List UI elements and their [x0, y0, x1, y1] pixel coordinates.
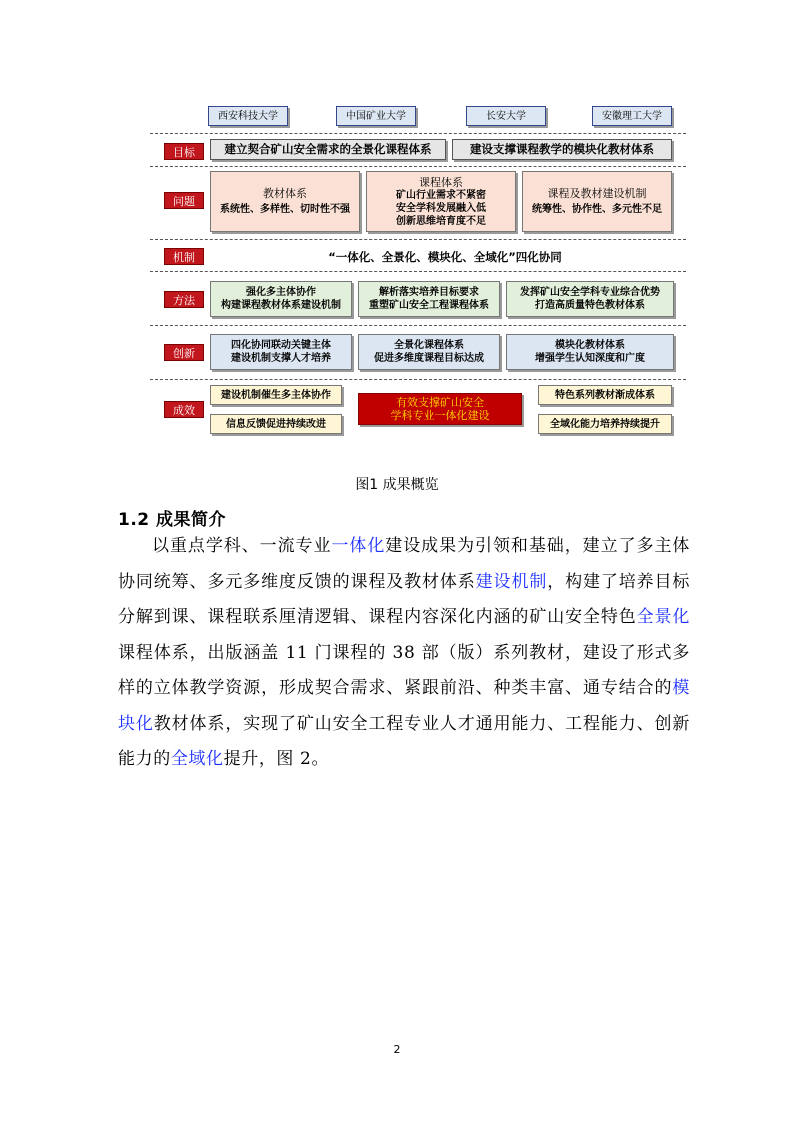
innovation-box: 全景化课程体系 促进多维度课程目标达成: [358, 334, 500, 370]
problem-title: 课程体系: [419, 175, 463, 189]
university-box: 长安大学: [466, 106, 546, 126]
row-tag-innovation: 创新: [164, 344, 204, 361]
mechanism-text: “一体化、全景化、模块化、全域化”四化协同: [328, 250, 562, 264]
university-box: 安徽理工大学: [592, 106, 672, 126]
problem-box: [210, 171, 360, 232]
row-tag-mechanism: 机制: [164, 248, 204, 265]
method-box: 解析落实培养目标要求 重塑矿山安全工程课程体系: [358, 281, 500, 317]
keyword-highlight: 一体化: [331, 536, 386, 556]
problem-title: 教材体系: [263, 187, 307, 200]
problem-box: [522, 171, 672, 232]
keyword-highlight: 模块化: [118, 678, 690, 734]
method-box: 强化多主体协作 构建课程教材体系建设机制: [210, 281, 352, 317]
keyword-highlight: 建设机制: [475, 571, 548, 592]
intro-paragraph: [118, 529, 690, 778]
row-tag-method: 方法: [164, 291, 204, 308]
goal-box: 建设支撑课程教学的模块化教材体系: [452, 139, 672, 160]
row-tag-problem: 问题: [164, 192, 204, 209]
figure-caption: 图1 成果概览: [355, 477, 439, 493]
page-number: 2: [393, 1043, 401, 1056]
effect-box: 特色系列教材渐成体系: [538, 385, 672, 405]
problem-title: 课程及教材建设机制: [547, 187, 647, 200]
section-heading: 1.2 成果简介: [118, 510, 227, 530]
effect-box: 建设机制催生多主体协作: [210, 385, 342, 405]
innovation-box: 四化协同联动关键主体 建设机制支撑人才培养: [210, 334, 352, 370]
paragraph-text: 以重点学科、一流专业: [152, 536, 332, 556]
divider: [150, 379, 686, 380]
row-tag-goal: 目标: [164, 143, 204, 160]
divider: [150, 239, 686, 240]
row-tag-effect: 成效: [164, 401, 204, 418]
effect-box: 信息反馈促进持续改进: [210, 414, 342, 434]
effect-box: 全域化能力培养持续提升: [538, 414, 672, 434]
method-box: 发挥矿山安全学科专业综合优势 打造高质量特色教材体系: [506, 281, 674, 317]
keyword-highlight: 全景化: [636, 607, 690, 627]
university-box: 中国矿业大学: [336, 106, 416, 126]
paragraph-text: 教材体系，实现了矿山安全工程专业人才通用能力、工程能力、创新能力的: [118, 713, 691, 769]
problem-desc: 统筹性、协作性、多元性不足: [532, 204, 662, 215]
divider: [150, 271, 686, 272]
paragraph-text: 提升，图 2。: [223, 749, 330, 769]
keyword-highlight: 全域化: [170, 749, 224, 769]
problem-desc: 系统性、多样性、切时性不强: [220, 204, 350, 215]
paragraph-text: 课程体系，出版涵盖 11 门课程的 38 部（版）系列教材，建设了形式多样的立体教学资源，形成契合需求、紧跟前沿、种类丰富、通专结合的: [118, 642, 690, 698]
university-box: 西安科技大学: [208, 106, 288, 126]
innovation-box: 模块化教材体系 增强学生认知深度和广度: [506, 334, 674, 370]
paragraph-text: 建设成果为引领和基础，建立了多主体协同统筹、多元多维度反馈的课程及教材体系: [118, 536, 691, 592]
divider: [150, 166, 686, 167]
problem-desc: 矿山行业需求不紧密 安全学科发展融入低 创新思维培育度不足: [396, 189, 486, 227]
divider: [150, 133, 686, 134]
effect-main-box: 有效支撑矿山安全 学科专业一体化建设: [358, 393, 522, 425]
problem-box: [366, 171, 516, 232]
divider: [150, 325, 686, 326]
goal-box: 建立契合矿山安全需求的全景化课程体系: [210, 139, 446, 160]
paragraph-text: ，构建了培养目标分解到课、课程联系厘清逻辑、课程内容深化内涵的矿山安全特色: [118, 571, 691, 627]
